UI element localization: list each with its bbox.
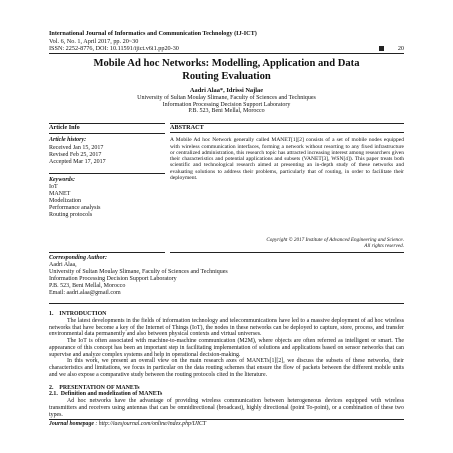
copyright-line-1: Copyright © 2017 Institute of Advanced Engineering and Science. [266,237,404,243]
article-info-column [49,123,165,219]
square-bullet-icon [379,46,384,51]
received-date: Received Jan 15, 2017 [49,144,104,151]
keyword-item: Performance analysis [49,205,101,212]
section-heading-introduction: 1. INTRODUCTION [49,311,107,317]
page-number: 20 [397,45,404,53]
abstract-heading: ABSTRACT [170,123,404,133]
keywords-heading: Keywords: [49,176,75,183]
info-bottom-rule [49,252,165,253]
paragraph: The latest developments in the fields of information technology and telecommunications have led to a massive deployment of ad hoc wireless networks that have become a key of the Internet of Things (IoT), the nodes in these networks can be deployed to capture, store, process, and transfer environmental data permanently and also between physical contexts and virtual universes. [49,317,404,338]
author-names: Aadri Alaa*, Idrissi Najlae [189,87,264,94]
article-info-heading: Article Info [49,123,165,134]
corresponding-author-block [49,255,404,296]
copyright-notice [170,237,404,249]
journal-name: International Journal of Informatics and Communication Technology (IJ-ICT) [49,30,257,37]
corresponding-line-3: P.B. 523, Beni Mellal, Morocco [49,282,126,289]
affiliation-2: Information Processing Decision Support Laboratory [162,101,291,108]
paragraph: Ad hoc networks have the advantage of providing wireless communication between heterogeneous devices equipped with wireless transmitters and receivers using antennas that can be omnidirectional (broadcast), highly directional (point To-point), or a combination of these two types. [49,398,404,418]
abstract-text: A Mobile Ad hoc Network generally called MANET[1][2] consists of a set of mobile nodes equipped with wireless communication interfaces, forming a network without resorting to any fixed infrastructure or centralized administration, this research topic has attracted increasing interest among researchers given their characteristics and potential applications and subsets (VANET[3], WSN[4]). This paper treats both scientific and technological research aimed at presenting an in-depth study of these networks and evaluating solutions to address their problems, particularly that of routing, in order to facilitate their deployment. [170,137,404,182]
history-list [49,145,165,166]
section-heading-presentation: 2. PRESENTATION OF MANETs [49,384,140,391]
corresponding-rule [49,303,404,304]
corresponding-line-1: University of Sultan Moulay Slimane, Faculty of Sciences and Techniques [49,268,228,275]
copyright-line-2: All rights reserved. [364,243,404,249]
revised-date: Revised Feb 25, 2017 [49,151,102,158]
keywords-list [49,184,165,219]
abstract-column [170,123,404,181]
subsection-heading-definition: 2.1. Definition and modelization of MANETs [49,391,163,398]
corresponding-email: Email: aadri.alaa@gmail.com [49,289,121,296]
paragraph: The IoT is often associated with machine-to-machine communication (M2M), where objects are often referred as intelligent or smart. The appearance of this concept has been an important step in facilitating implementation of solutions and applications based on sensor networks that can supervise and analyze complex systems and help in operational decision-making. [49,338,404,358]
spacer [49,379,404,383]
issn-doi: ISSN: 2252-8776, DOI: 10.11591/ijict.v6i1.pp20-30 [49,45,179,53]
page-indicator [379,45,404,53]
corresponding-heading: Corresponding Author: [49,255,107,261]
issn-row [49,45,404,53]
paper-title [49,58,404,83]
title-line-1: Mobile Ad hoc Networks: Modelling, Application and Data [93,58,360,69]
keyword-item: IoT [49,184,58,191]
keyword-item: Modelization [49,198,81,205]
journal-header [49,30,404,53]
accepted-date: Accepted Mar 17, 2017 [49,158,106,165]
history-heading: Article history: [49,136,87,143]
keywords-rule [49,173,165,174]
corresponding-name: Aadri Alaa, [49,261,77,268]
title-line-2: Routing Evaluation [182,70,271,82]
keyword-item: Routing protocols [49,212,93,219]
paragraph: In this work, we present an overall view on the main research axes of MANETs[1][2], we discuss the subsets of these networks, their characteristics and limitations, we focus in particular on the data routing schemes that ensure the flow of packets between the different mobile units and we also expose a comparative study between the routing protocols cited in the literature. [49,358,404,378]
homepage-label: Journal homepage [49,421,94,427]
author-block [49,88,404,115]
volume-line: Vol. 6, No. 1, April 2017, pp. 20~30 [49,37,139,45]
corresponding-line-2: Information Processing Decision Support Laboratory [49,275,177,282]
keyword-item: MANET [49,191,71,198]
homepage-url[interactable]: : http://iaesjournal.com/online/index.php/IJICT [95,421,206,427]
abstract-bottom-rule [170,252,404,253]
header-rule [49,53,404,54]
affiliation-1: University of Sultan Moulay Slimane, Faculty of Sciences and Techniques [137,94,316,101]
page-footer [49,419,404,427]
affiliation-3: P.B. 523, Beni Mellal, Morocco [188,108,265,115]
body-text [49,309,404,418]
